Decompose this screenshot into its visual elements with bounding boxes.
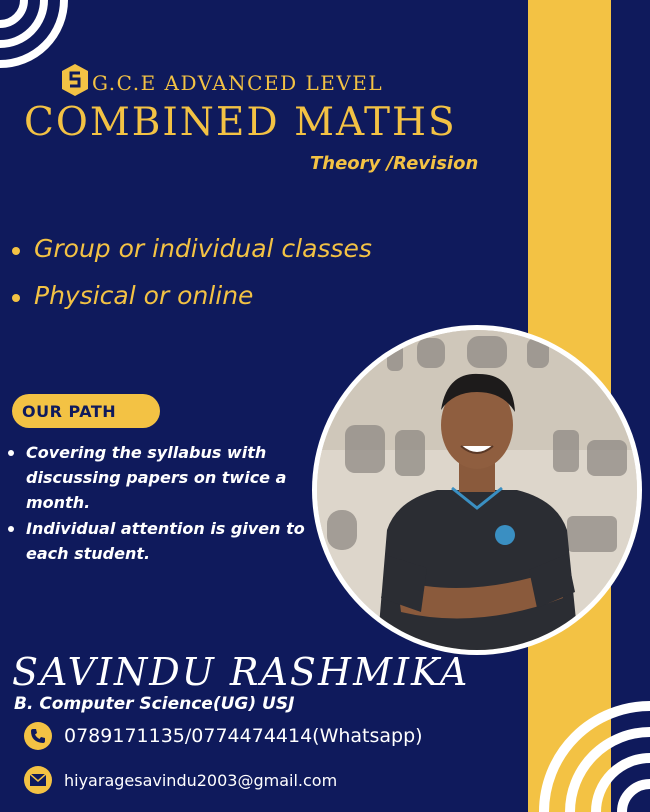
feature-item bbox=[8, 281, 372, 328]
bullet-icon bbox=[8, 450, 14, 456]
exam-level: G.C.E ADVANCED LEVEL bbox=[92, 71, 384, 95]
page-title: COMBINED MATHS bbox=[24, 100, 457, 145]
decorative-arcs-bottom-right bbox=[520, 690, 650, 812]
tutor-photo bbox=[317, 330, 637, 650]
s-logo-icon bbox=[62, 64, 88, 96]
path-text: Individual attention is given to each student. bbox=[26, 519, 305, 563]
phone-contact[interactable] bbox=[24, 722, 423, 750]
feature-text: Physical or online bbox=[34, 281, 254, 310]
bullet-icon bbox=[12, 294, 20, 302]
path-item bbox=[6, 516, 316, 566]
our-path-badge: OUR PATH bbox=[12, 394, 160, 428]
envelope-icon bbox=[24, 766, 52, 794]
path-item bbox=[6, 440, 316, 515]
path-text: Covering the syllabus with discussing papers on twice a month. bbox=[26, 443, 287, 512]
person-illustration-icon bbox=[317, 330, 637, 650]
bullet-icon bbox=[12, 247, 20, 255]
phone-number: 0789171135/0774474414(Whatsapp) bbox=[64, 725, 423, 747]
tutor-degree: B. Computer Science(UG) USJ bbox=[14, 694, 295, 714]
tutor-name: SAVINDU RASHMIKA bbox=[12, 650, 470, 694]
email-contact[interactable] bbox=[24, 766, 337, 794]
tutor-photo-frame bbox=[312, 325, 642, 655]
phone-icon bbox=[24, 722, 52, 750]
path-list bbox=[6, 440, 316, 567]
subtitle: Theory /Revision bbox=[310, 153, 479, 174]
feature-text: Group or individual classes bbox=[34, 234, 372, 263]
feature-list bbox=[8, 234, 372, 328]
email-address: hiyaragesavindu2003@gmail.com bbox=[64, 770, 338, 790]
feature-item bbox=[8, 234, 372, 281]
bullet-icon bbox=[8, 526, 14, 532]
